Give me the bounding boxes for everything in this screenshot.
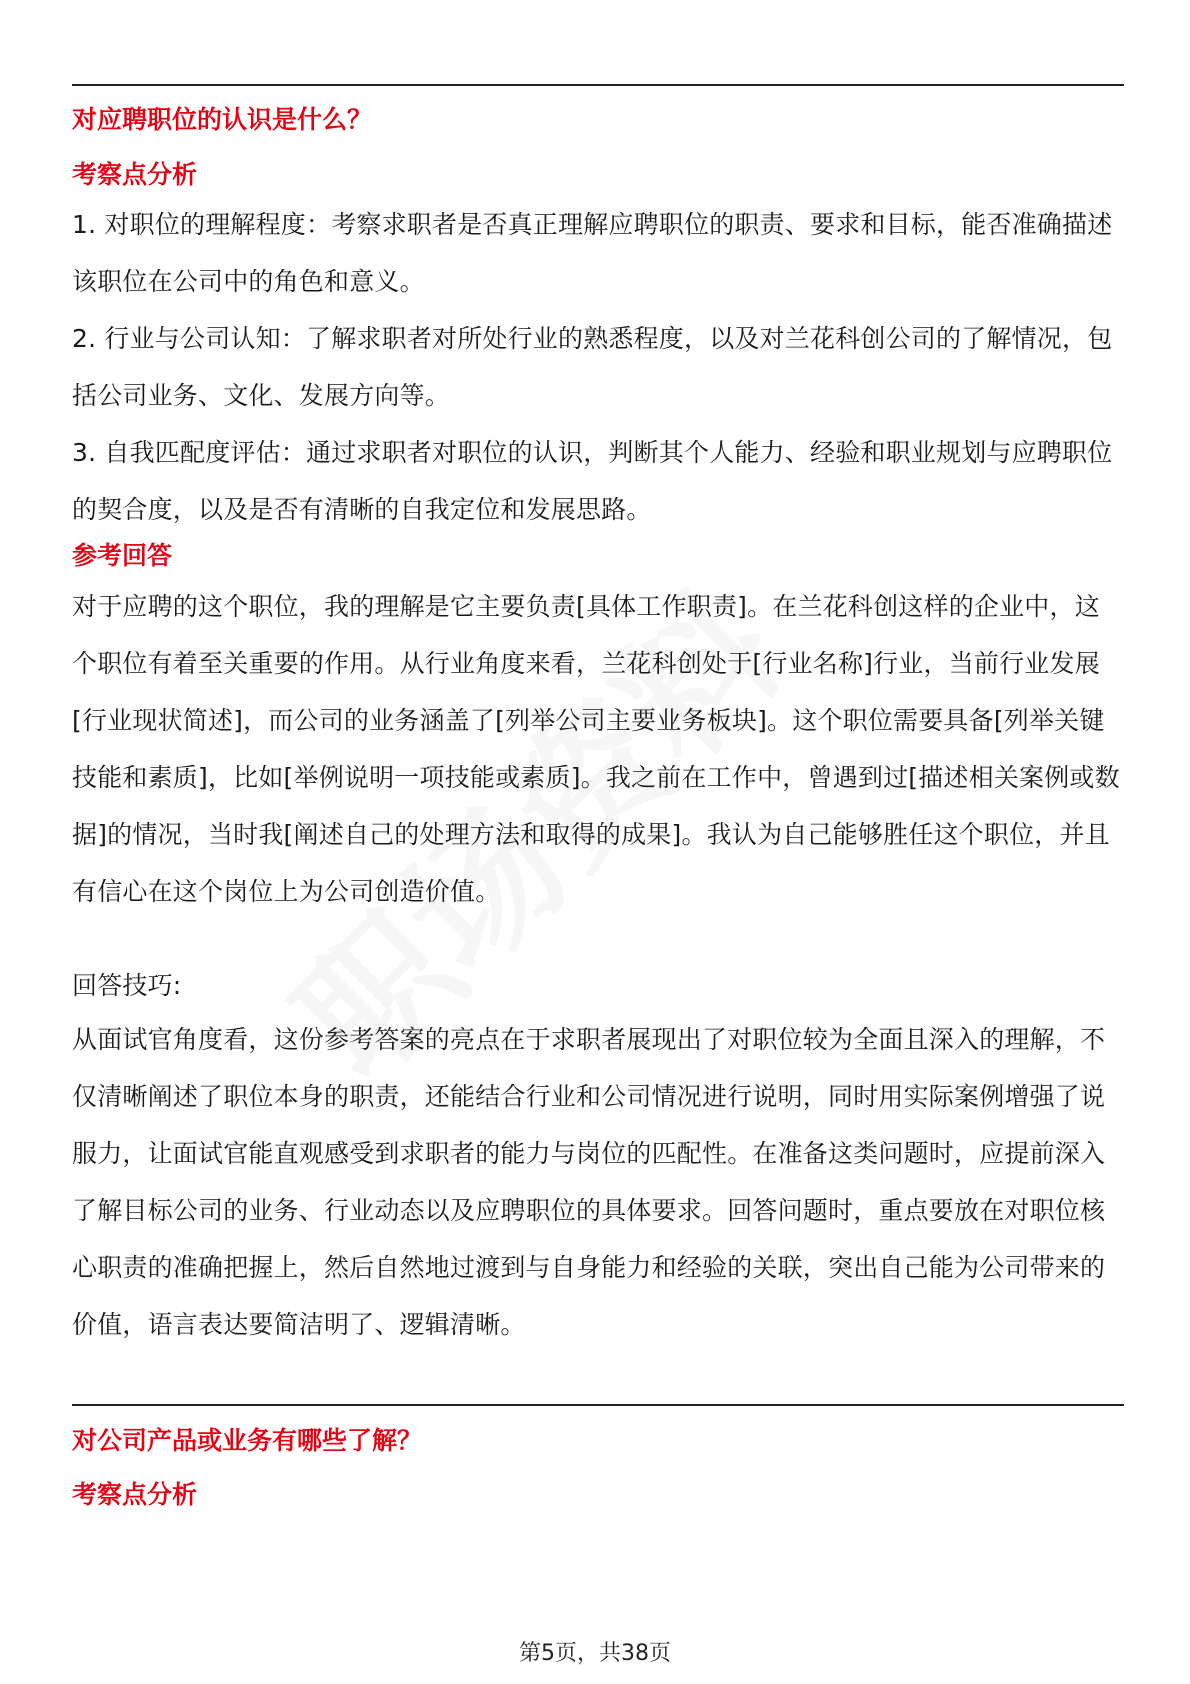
question-title-2: 对公司产品或业务有哪些了解？ <box>72 1426 423 1455</box>
divider-bottom <box>72 1404 1124 1406</box>
tips-text: 从面试官角度看，这份参考答案的亮点在于求职者展现出了对职位较为全面且深入的理解，不仅清晰阐述了职位本身的职责，还能结合行业和公司情况进行说明，同时用实际案例增强了说服力，让面试官能直观感受到求职者的能力与岗位的匹配性。在准备这类问题时，应提前深入了解目标公司的业务、行业动态以及应聘职位的具体要求。回答问题时，重点要放在对职位核心职责的准确把握上，然后自然地过渡到与自身能力和经验的关联，突出自己能为公司带来的价值，语言表达要简洁明了、逻辑清晰。 <box>72 1025 1106 1339</box>
answer-heading: 参考回答 <box>72 541 173 570</box>
page-number: 第5页，共38页 <box>519 1641 671 1666</box>
analysis-list <box>72 196 1124 538</box>
analysis-heading: 考察点分析 <box>72 160 198 189</box>
question-title: 对应聘职位的认识是什么？ <box>72 105 373 134</box>
analysis-item: 1. 对职位的理解程度：考察求职者是否真正理解应聘职位的职责、要求和目标，能否准确描述该职位在公司中的角色和意义。 <box>72 210 1113 296</box>
analysis-heading-2: 考察点分析 <box>72 1480 198 1509</box>
tips-label: 回答技巧: <box>72 971 182 1000</box>
analysis-item: 3. 自我匹配度评估：通过求职者对职位的认识，判断其个人能力、经验和职业规划与应聘职位的契合度，以及是否有清晰的自我定位和发展思路。 <box>72 438 1113 524</box>
answer-text: 对于应聘的这个职位，我的理解是它主要负责[具体工作职责]。在兰花科创这样的企业中，这个职位有着至关重要的作用。从行业角度来看，兰花科创处于[行业名称]行业，当前行业发展[行业现状简述]，而公司的业务涵盖了[列举公司主要业务板块]。这个职位需要具备[列举关键技能和素质]，比如[举例说明一项技能或素质]。我之前在工作中，曾遇到过[描述相关案例或数据]的情况，当时我[阐述自己的处理方法和取得的成果]。我认为自己能够胜任这个职位，并且有信心在这个岗位上为公司创造价值。 <box>72 592 1120 906</box>
divider-top <box>72 84 1124 86</box>
analysis-item: 2. 行业与公司认知：了解求职者对所处行业的熟悉程度，以及对兰花科创公司的了解情况，包括公司业务、文化、发展方向等。 <box>72 324 1113 410</box>
